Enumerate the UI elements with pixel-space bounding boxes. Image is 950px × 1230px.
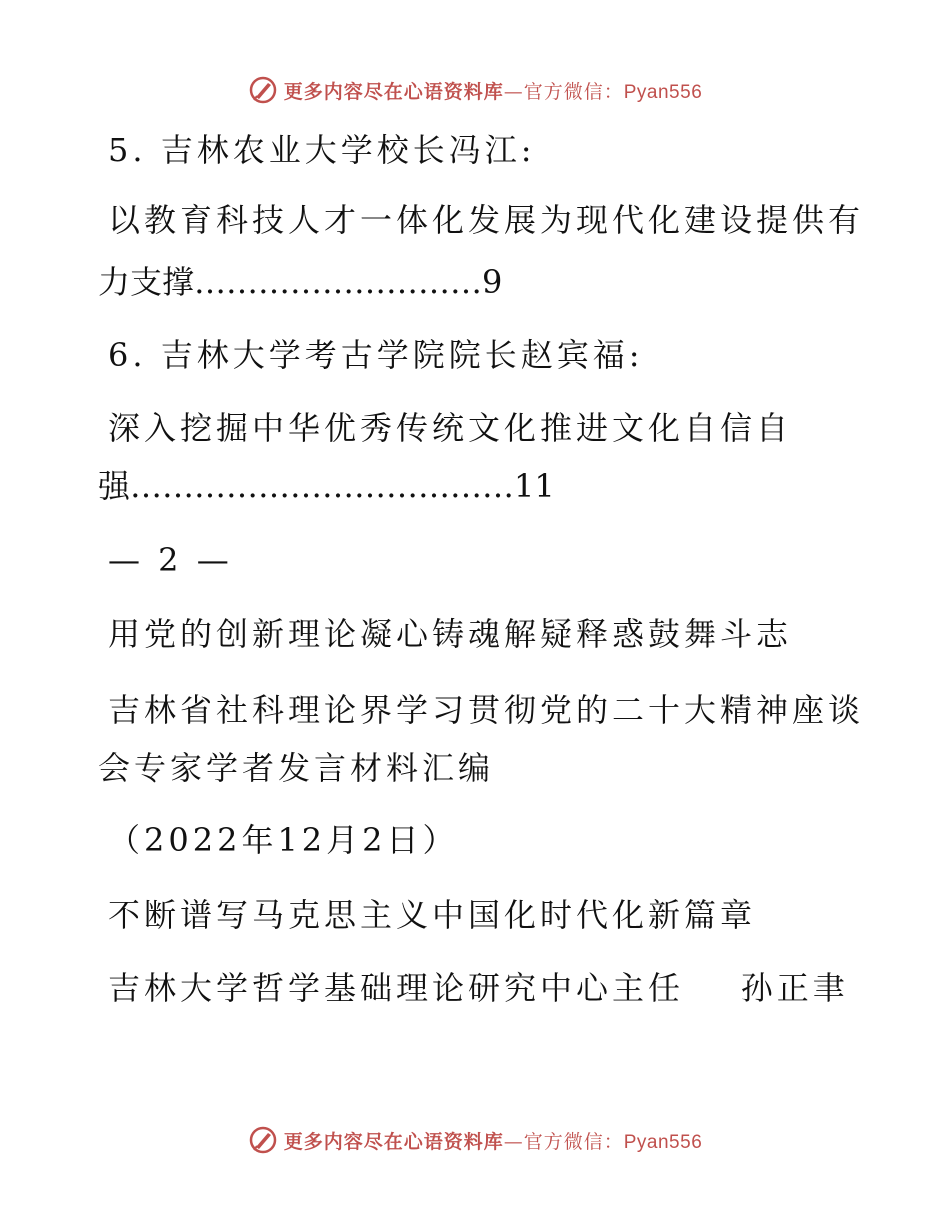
watermark-contact-label: 官方微信： [523,80,624,103]
date-line: （2022年12月2日） [108,821,459,859]
toc-entry-6-heading: 6. 吉林大学考古学院院长赵宾福: [108,336,644,374]
subtitle-line2: 会专家学者发言材料汇编 [98,749,495,787]
toc-entry-6-title-line2: 强………………………………11 [98,467,555,505]
main-title: 用党的创新理论凝心铸魂解疑释惑鼓舞斗志 [108,615,793,653]
article-title: 不断谱写马克思主义中国化时代化新篇章 [108,896,757,934]
watermark-header [0,70,950,110]
author-line: 吉林大学哲学基础理论研究中心主任 孙正聿 [108,969,849,1007]
watermark-text [284,1127,703,1154]
watermark-brand: 更多内容尽在心语资料库 [283,1130,504,1153]
watermark-footer [0,1120,950,1160]
page-number: — 2 — [108,541,233,579]
toc-entry-6-title-line1: 深入挖掘中华优秀传统文化推进文化自信自 [108,409,793,447]
watermark-contact-id: Pyan556 [623,1131,703,1153]
subtitle-line1: 吉林省社科理论界学习贯彻党的二十大精神座谈 [108,691,865,729]
quill-logo-icon [248,1125,278,1155]
toc-entry-5-title-line1: 以教育科技人才一体化发展为现代化建设提供有 [108,201,865,239]
watermark-separator: — [503,80,524,103]
toc-entry-5-heading: 5. 吉林农业大学校长冯江: [108,131,536,169]
watermark-contact-id: Pyan556 [623,81,703,103]
watermark-contact-label: 官方微信： [523,1130,624,1153]
watermark-text [284,77,703,104]
watermark-brand: 更多内容尽在心语资料库 [283,80,504,103]
toc-entry-5-title-line2: 力支撑………………………9 [98,263,503,301]
quill-logo-icon [248,75,278,105]
watermark-separator: — [503,1130,524,1153]
